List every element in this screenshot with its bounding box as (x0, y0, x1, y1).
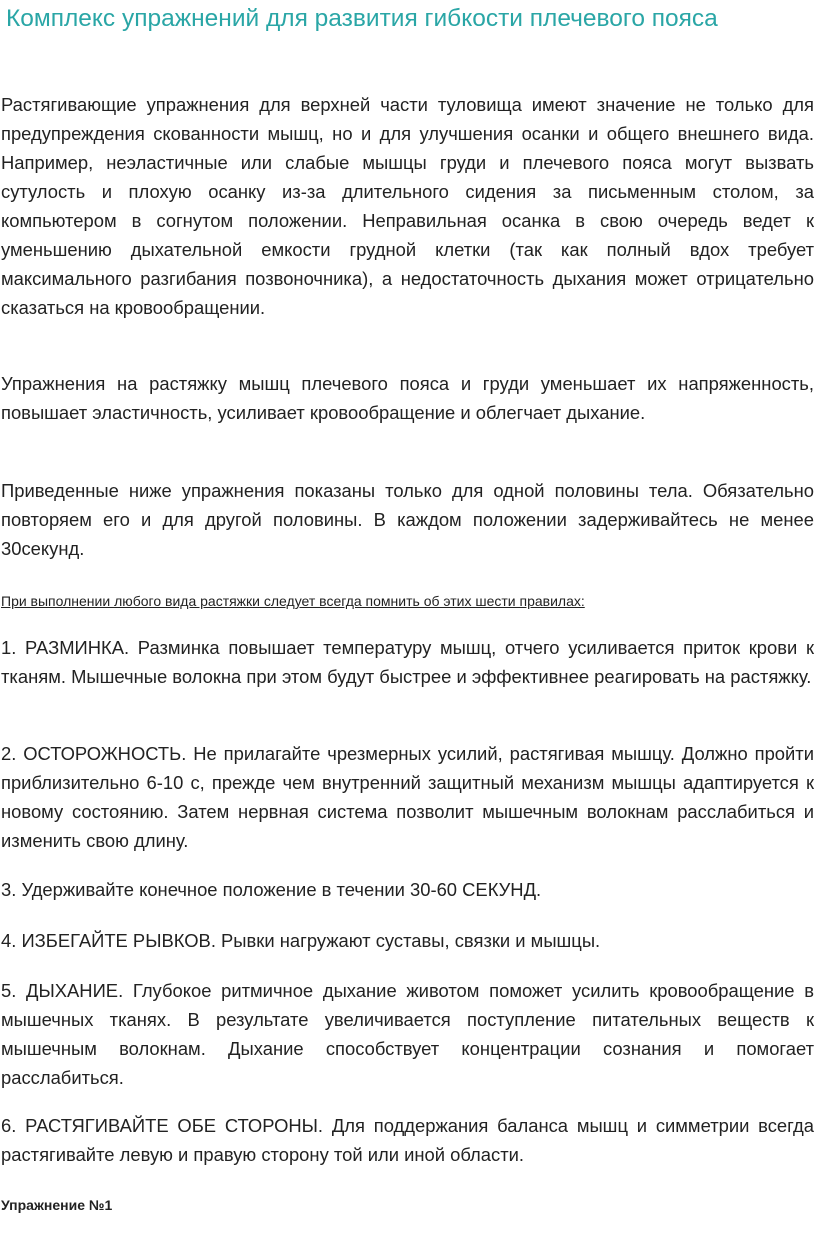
rule-item-caution: 2. ОСТОРОЖНОСТЬ. Не прилагайте чрезмерных усилий, растягивая мышцу. Должно пройти приблизительно 6-10 с, прежде чем внутренний защитный механизм мышцы адаптируется к новому состоянию. Затем нервная система позволит мышечным волокнам расслабиться и изменить свою длину. (1, 743, 814, 851)
rule-item-breathing: 5. ДЫХАНИЕ. Глубокое ритмичное дыхание животом поможет усилить кровообращение в мышечных тканях. В результате увеличивается поступление питательных веществ к мышечным волокнам. Дыхание способствует концентрации сознания и помогает расслабиться. (1, 980, 814, 1088)
page-title: Комплекс упражнений для развития гибкости плечевого пояса (6, 5, 718, 32)
instructions-paragraph: Приведенные ниже упражнения показаны только для одной половины тела. Обязательно повторяем его и для другой половины. В каждом положении задерживайтесь не менее 30секунд. (1, 480, 814, 559)
exercise-heading: Упражнение №1 (1, 1197, 113, 1213)
rule-item-no-jerks: 4. ИЗБЕГАЙТЕ РЫВКОВ. Рывки нагружают суставы, связки и мышцы. (1, 930, 601, 951)
rule-item-warmup: 1. РАЗМИНКА. Разминка повышает температуру мышц, отчего усиливается приток крови к тканям. Мышечные волокна при этом будут быстрее и эффективнее реагировать на растяжку. (1, 637, 814, 687)
intro-paragraph: Растягивающие упражнения для верхней части туловища имеют значение не только для предупреждения скованности мышц, но и для улучшения осанки и общего внешнего вида. Например, неэластичные или слабые мышцы груди и плечевого пояса могут вызвать сутулость и плохую осанку из-за длительного сидения за письменным столом, за компьютером в согнутом положении. Неправильная осанка в свою очередь ведет к уменьшению дыхательной емкости грудной клетки (так как полный вдох требует максимального разгибания позвоночника), а недостаточность дыхания может отрицательно сказаться на кровообращении. (1, 94, 814, 318)
rule-item-hold: 3. Удерживайте конечное положение в течении 30-60 СЕКУНД. (1, 879, 542, 900)
rule-item-both-sides: 6. РАСТЯГИВАЙТЕ ОБЕ СТОРОНЫ. Для поддержания баланса мышц и симметрии всегда растягивайте левую и правую сторону той или иной области. (1, 1115, 814, 1165)
rules-heading: При выполнении любого вида растяжки следует всегда помнить об этих шести правилах: (1, 593, 585, 609)
benefits-paragraph: Упражнения на растяжку мышц плечевого пояса и груди уменьшает их напряженность, повышает эластичность, усиливает кровообращение и облегчает дыхание. (1, 373, 814, 423)
